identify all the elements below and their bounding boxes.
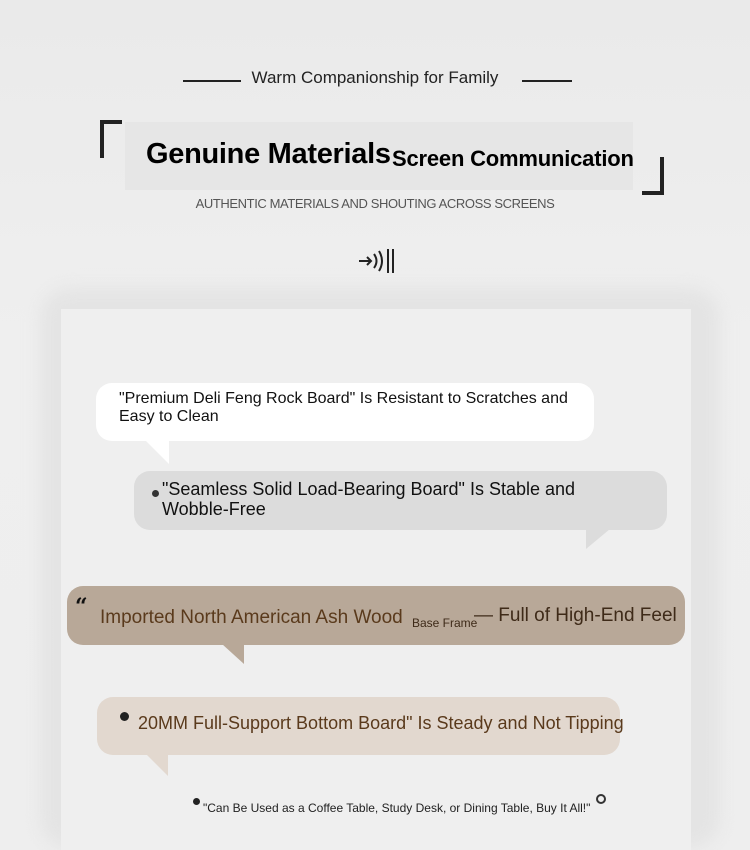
footer-dot-icon [193, 798, 200, 805]
speech-bubble-1-tail [145, 440, 169, 464]
tagline-line-right [522, 80, 572, 82]
bubble-1-text: "Premium Deli Feng Rock Board" Is Resistant to Scratches and Easy to Clean [119, 390, 568, 425]
quote-mark-icon: “ [75, 594, 88, 620]
footer-mark-icon [596, 794, 606, 804]
speech-bubble-4 [97, 697, 624, 755]
bullet-dot-icon [120, 712, 129, 721]
bullet-dot-icon [152, 490, 159, 497]
tagline: Warm Companionship for Family [251, 68, 499, 87]
footer-text: "Can Be Used as a Coffee Table, Study Desk, or Dining Table, Buy It All!" [203, 801, 591, 815]
bubble-4-text: 20MM Full-Support Bottom Board" Is Steady and Not Tipping [138, 713, 624, 733]
page-subtitle: AUTHENTIC MATERIALS AND SHOUTING ACROSS SCREENS [195, 196, 555, 211]
tagline-row [0, 66, 750, 92]
speech-bubble-2-tail [586, 529, 610, 549]
speech-bubble-1 [96, 383, 594, 441]
bubble-2-text: "Seamless Solid Load-Bearing Board" Is Stable and Wobble-Free [162, 479, 576, 519]
page-title-sub: Screen Communication [392, 146, 634, 171]
corner-bracket-bottom-right [642, 157, 664, 195]
page-title: Genuine Materials [146, 138, 391, 170]
speech-bubble-4-tail [146, 754, 168, 776]
corner-bracket-top-left [100, 120, 122, 158]
speech-bubble-3-tail [222, 644, 244, 664]
speech-bubble-2 [134, 471, 667, 530]
speech-bubble-3 [67, 586, 685, 645]
bubble-3-small-text: Base Frame [412, 616, 478, 630]
bubble-3-main-text: Imported North American Ash Wood [100, 607, 403, 628]
sound-wave-icon [357, 246, 397, 276]
bubble-3-end-text: — Full of High-End Feel [474, 605, 677, 626]
